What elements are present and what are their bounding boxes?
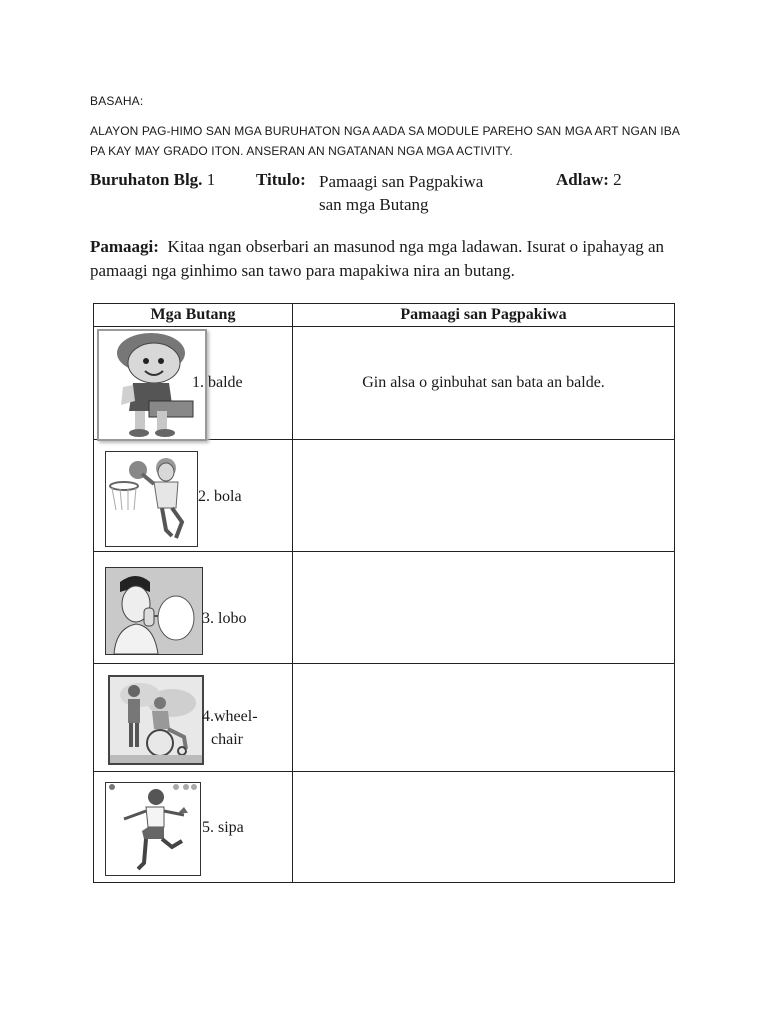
day-label: Adlaw: <box>556 170 609 189</box>
item-label-balloon: 3. lobo <box>202 610 247 627</box>
item-cell <box>94 440 293 552</box>
item-cell <box>94 772 293 883</box>
table-row <box>94 772 675 883</box>
item-cell <box>94 664 293 772</box>
item-label-bucket: 1. balde <box>192 374 243 391</box>
table-row <box>94 327 675 440</box>
activity-number-value: 1 <box>206 170 216 189</box>
item-label-wheelchair-line2: chair <box>211 731 243 748</box>
boy-blowing-balloon-image <box>105 567 203 655</box>
title-label-text: Titulo: <box>256 170 306 189</box>
item-cell <box>94 327 293 440</box>
title-line-2: san mga Butang <box>319 195 429 214</box>
answer-cell[interactable] <box>293 664 675 772</box>
activity-number <box>90 170 215 190</box>
boy-lifting-bucket-image <box>97 329 207 441</box>
column-header-method: Pamaagi san Pagpakiwa <box>293 304 675 327</box>
day-number-value: 2 <box>613 170 622 189</box>
pamaagi-paragraph <box>90 235 690 283</box>
item-cell <box>94 552 293 664</box>
column-header-items: Mga Butang <box>94 304 293 327</box>
answer-cell[interactable] <box>293 552 675 664</box>
answer-cell[interactable] <box>293 327 675 440</box>
person-pushing-wheelchair-image <box>108 675 204 765</box>
table-header-row <box>94 304 675 327</box>
pamaagi-label: Pamaagi: <box>90 237 159 256</box>
activity-table <box>93 303 675 883</box>
title-value <box>319 170 529 216</box>
item-label-sipa: 5. sipa <box>202 819 244 836</box>
basaha-heading: BASAHA: <box>90 94 144 108</box>
answer-text: Gin alsa o ginbuhat san bata an balde. <box>362 374 605 391</box>
table-row <box>94 664 675 772</box>
activity-header <box>0 170 768 220</box>
item-label-wheelchair-line1: 4.wheel- <box>202 708 258 725</box>
instruction-text: ALAYON PAG-HIMO SAN MGA BURUHATON NGA AADA SA MODULE PAREHO SAN MGA ART NGAN IBA PA KAY MAY GRADO ITON. ANSERAN AN NGATANAN NGA MGA ACTIVITY. <box>90 124 680 158</box>
pamaagi-text: Kitaa ngan obserbari an masunod nga mga ladawan. Isurat o ipahayag an pamaagi nga ginhimo san tawo para mapakiwa nira an butang. <box>90 237 665 280</box>
title-label <box>256 170 306 190</box>
day-number <box>556 170 622 190</box>
item-label-ball: 2. bola <box>198 488 242 505</box>
table-row <box>94 552 675 664</box>
activity-label: Buruhaton Blg. <box>90 170 203 189</box>
answer-cell[interactable] <box>293 772 675 883</box>
table-row <box>94 440 675 552</box>
title-line-1: Pamaagi san Pagpakiwa <box>319 172 484 191</box>
boy-kicking-sipa-image <box>105 782 201 876</box>
boy-shooting-basketball-image <box>105 451 198 547</box>
answer-cell[interactable] <box>293 440 675 552</box>
